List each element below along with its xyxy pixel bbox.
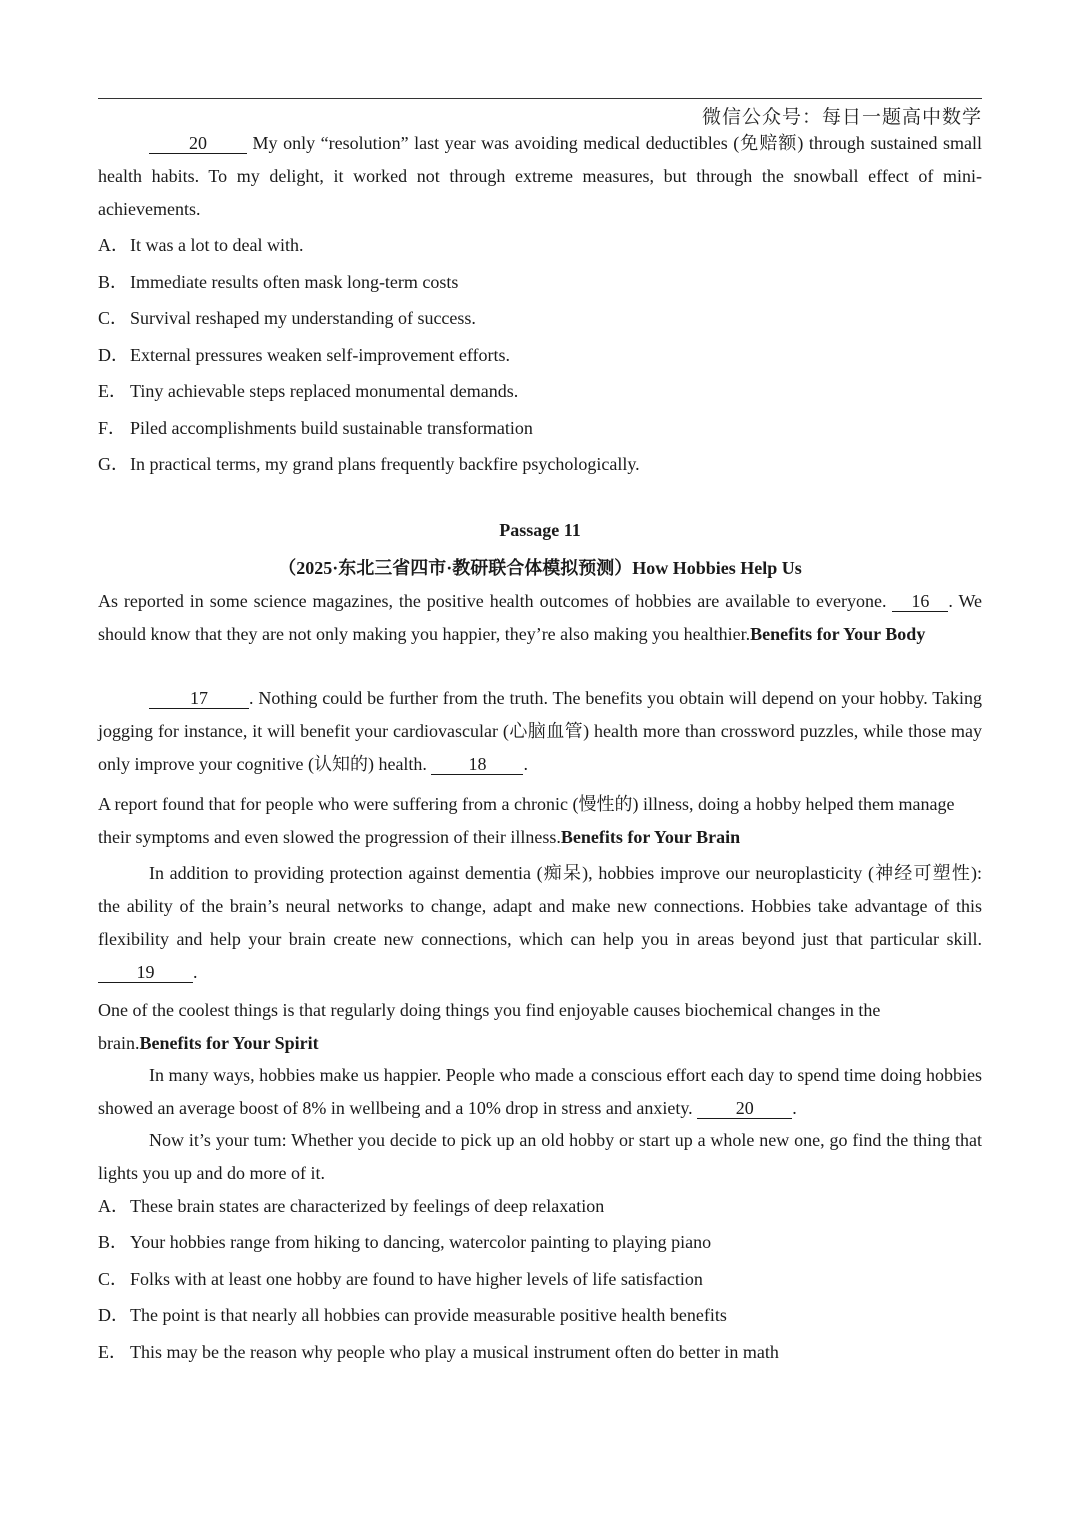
option-f: F． Piled accomplishments build sustainable transformation — [98, 418, 533, 438]
header-rule — [98, 98, 982, 99]
paragraph-4: In addition to providing protection against dementia (痴呆), hobbies improve our neuroplasticity (神经可塑性): the ability of the brain’s neural networks to change, adapt and make new connections. Hobbies take advantage of this flexibility and help your brain create new connections, which can help you in areas beyond just that particular skill. 19 . — [98, 863, 982, 982]
option-c: C． Survival reshaped my understanding of success. — [98, 308, 476, 328]
top-paragraph: 20 My only “resolution” last year was avoiding medical deductibles (免赔额) through sustained small health habits. To my delight, it worked not through extreme measures, but through the snowball effect of mini-achievements. — [98, 133, 982, 219]
answer-blank-17[interactable]: 17 — [149, 688, 249, 709]
paragraph-2: 17 . Nothing could be further from the truth. The benefits you obtain will depend on your hobby. Taking jogging for instance, it will benefit your cardiovascular (心脑血管) health more than crossword puzzles, while those may only improve your cognitive (认知的) health. 18 . — [98, 688, 982, 774]
paragraph-3: A report found that for people who were suffering from a chronic (慢性的) illness, doing a hobby helped them manage their symptoms and even slowed the progression of their illness.Benefits for Your Brain — [98, 794, 955, 847]
passage-option-b: B． Your hobbies range from hiking to dancing, watercolor painting to playing piano — [98, 1232, 712, 1252]
passage-title: （2025·东北三省四市·教研联合体模拟预测）How Hobbies Help Us — [278, 558, 802, 578]
wechat-header: 微信公众号：每日一题高中数学 — [701, 106, 982, 128]
heading-spirit: Benefits for Your Spirit — [139, 1033, 319, 1053]
paragraph-7: Now it’s your tum: Whether you decide to pick up an old hobby or start up a whole new one, go find the thing that lights you up and do more of it. — [98, 1130, 982, 1183]
heading-body: Benefits for Your Body — [750, 624, 926, 644]
option-a: A．It was a lot to deal with. — [98, 235, 304, 255]
passage-number: Passage 11 — [499, 520, 581, 540]
passage-option-d: D．The point is that nearly all hobbies can provide measurable positive health benefits — [98, 1305, 727, 1325]
option-b: B． Immediate results often mask long-term costs — [98, 272, 459, 292]
passage-option-a: A．These brain states are characterized by feelings of deep relaxation — [98, 1196, 605, 1216]
answer-blank-20[interactable]: 20 — [149, 133, 247, 154]
paragraph-1: As reported in some science magazines, the positive health outcomes of hobbies are available to everyone. 16 . We should know that they are not only making you happier, they’re also making you healthier.Benefits for Your Body — [98, 591, 983, 644]
answer-blank-18[interactable]: 18 — [431, 754, 523, 775]
passage-option-c: C． Folks with at least one hobby are found to have higher levels of life satisfaction — [98, 1269, 703, 1289]
option-d: D．External pressures weaken self-improvement efforts. — [98, 345, 511, 365]
paragraph-5: One of the coolest things is that regularly doing things you find enjoyable causes biochemical changes in the brain.Benefits for Your Spirit — [98, 1000, 881, 1053]
option-e: E． Tiny achievable steps replaced monumental demands. — [98, 381, 519, 401]
answer-blank-16[interactable]: 16 — [892, 591, 948, 612]
passage-option-e: E． This may be the reason why people who play a musical instrument often do better in math — [98, 1342, 779, 1362]
answer-blank-20-passage[interactable]: 20 — [697, 1098, 792, 1119]
heading-brain: Benefits for Your Brain — [560, 827, 741, 847]
answer-blank-19[interactable]: 19 — [98, 962, 193, 983]
option-g: G．In practical terms, my grand plans frequently backfire psychologically. — [98, 454, 640, 474]
paragraph-6: In many ways, hobbies make us happier. People who made a conscious effort each day to spend time doing hobbies showed an average boost of 8% in wellbeing and a 10% drop in stress and anxiety. 20 . — [98, 1065, 982, 1118]
